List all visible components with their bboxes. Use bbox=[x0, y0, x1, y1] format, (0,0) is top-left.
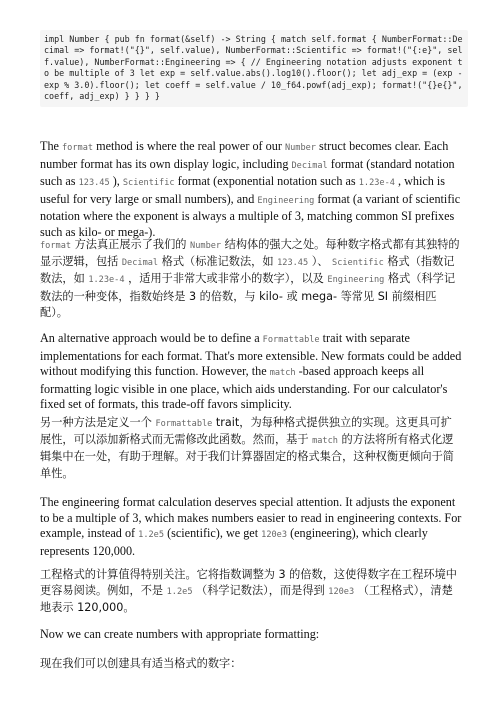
paragraph-engineering-format-zh: 工程格式的计算值得特别关注。它将指数调整为 3 的倍数，这使得数字在工程环境中更容易阅读。例如，不是 1.2e5 （科学记数法），而是得到 120e3 （工程格式），清楚地表示 120,000。 bbox=[40, 568, 457, 615]
inline-code-scientific-value: 1.2e5 bbox=[166, 587, 193, 598]
inline-code-decimal: Decimal bbox=[291, 160, 328, 171]
inline-code-scientific: Scientific bbox=[332, 258, 384, 269]
inline-code-scientific: Scientific bbox=[122, 178, 175, 189]
inline-code-formattable: Formattable bbox=[155, 419, 213, 429]
inline-code-decimal-example: 123.45 bbox=[277, 258, 309, 269]
inline-code-engineering-value: 120e3 bbox=[328, 587, 355, 598]
paragraph-engineering-format-en: The engineering format calculation deserves special attention. It adjusts the exponent to be a multiple of 3, which makes numbers easier to read in engineering contexts. For example, instead of 1.2e5 (scientific), we get 120e3 (engineering), which clearly represents 120,000. bbox=[40, 495, 462, 558]
inline-code-engineering: Engineering bbox=[257, 195, 315, 206]
inline-code-decimal-example: 123.45 bbox=[78, 178, 110, 189]
inline-code-scientific-example: 1.23e-4 bbox=[358, 178, 395, 189]
paragraph-create-numbers-en: Now we can create numbers with appropriate formatting: bbox=[40, 627, 320, 641]
inline-code-scientific-example: 1.23e-4 bbox=[88, 275, 125, 286]
code-block: impl Number { pub fn format(&self) -> String { match self.format { NumberFormat::Decimal => format!("{}", self.value), NumberFormat::Scientific => format!("{:e}", self.value), NumberFormat::Engineering => { // Engineering notation adjusts exponent to be multiple of 3 let exp = self.value.abs().log10().floor(); let adj_exp = (exp - exp % 3.0).floor(); let coeff = self.value / 10_f64.powf(adj_exp); format!("{}e{}", coeff, adj_exp) } } } } bbox=[40, 30, 468, 107]
inline-code-number: Number bbox=[284, 143, 316, 153]
inline-code-decimal: Decimal bbox=[121, 258, 159, 269]
paragraph-create-numbers-zh: 现在我们可以创建具有适当格式的数字： bbox=[40, 657, 242, 670]
inline-code-match: match bbox=[312, 436, 338, 447]
paragraph-alternative-approach-zh: 另一种方法是定义一个 Formattable trait，为每种格式提供独立的实现。这更具可扩展性，可以添加新格式而无需修改此函数。然而，基于 match 的方法将所有格式化逻辑集中在一处，有助于理解。对于我们计算器固定的格式集合，这种权衡更倾向于简单性。 bbox=[40, 416, 454, 480]
paragraph-format-method-zh: format 方法真正展示了我们的 Number 结构体的强大之处。每种数字格式都有其独特的显示逻辑，包括 Decimal 格式（标准记数法，如 123.45 ）、 Scientific 格式（指数记数法，如 1.23e-4 ，适用于非常大或非常小的数字），以及 Engineering 格式（科学记数法的一种变体，指数始终是 3 的倍数，与 kilo- 或 mega- 等常见 SI 前缀相匹配）。 bbox=[40, 238, 460, 319]
paragraph-format-method-en: The format method is where the real power of our Number struct becomes clear. Each number format has its own display logic, including Decimal format (standard notation such as 123.45 ), Scientific format (exponential notation such as 1.23e-4 , which is useful for very large or small numbers), and Engineering format (a variant of scientific notation where the exponent is always a multiple of 3, matching common SI prefixes such as kilo- or mega-). bbox=[40, 139, 461, 239]
inline-code-format: format bbox=[62, 143, 94, 153]
inline-code-number: Number bbox=[190, 241, 222, 251]
inline-code-formattable: Formattable bbox=[262, 335, 320, 345]
inline-code-engineering: Engineering bbox=[327, 275, 385, 286]
inline-code-scientific-value: 1.2e5 bbox=[138, 530, 165, 541]
inline-code-engineering-value: 120e3 bbox=[261, 530, 288, 541]
paragraph-alternative-approach-en: An alternative approach would be to define a Formattable trait with separate implementations for each format. That's more extensible. New formats could be added without modifying this function. However, the match -based approach keeps all formatting logic visible in one place, which aids understanding. For our calculator's fixed set of formats, this trade-off favors simplicity. bbox=[40, 331, 462, 412]
inline-code-format: format bbox=[40, 241, 72, 251]
inline-code-match: match bbox=[269, 368, 296, 379]
